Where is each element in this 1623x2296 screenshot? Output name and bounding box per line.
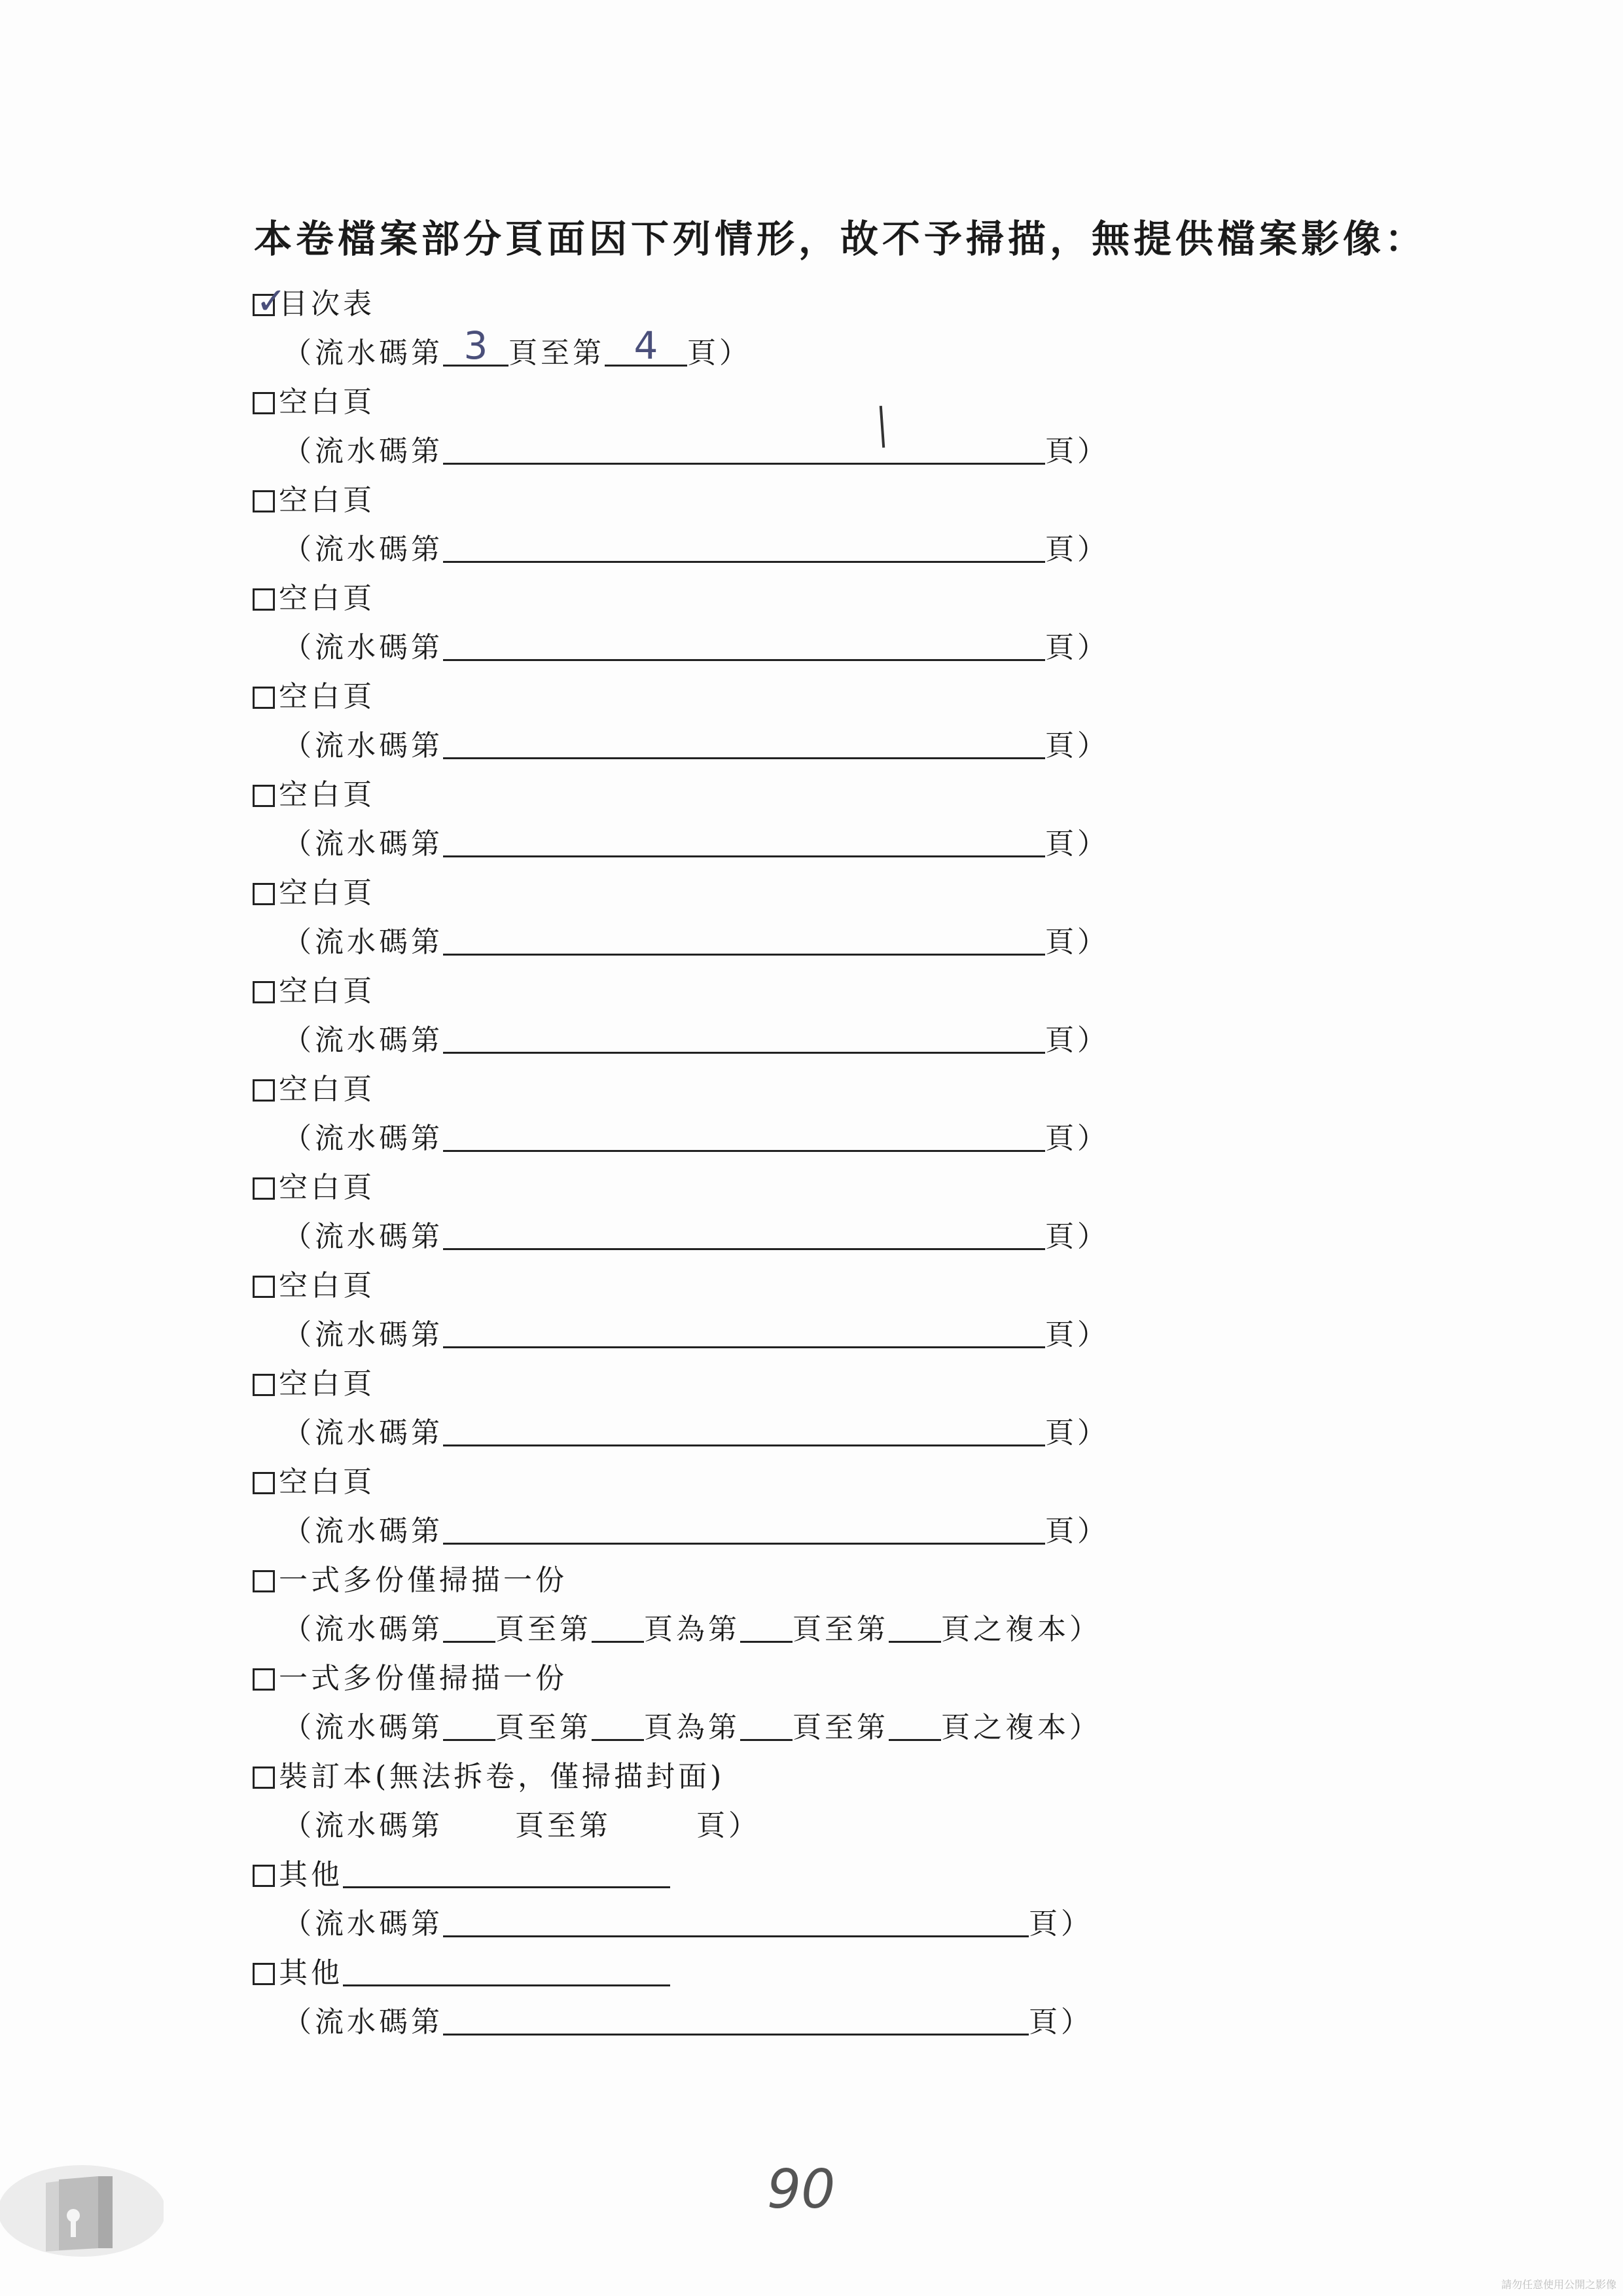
other-field[interactable] <box>343 1852 670 1888</box>
checkbox[interactable] <box>253 392 275 414</box>
serial-range: （流水碼第 頁） <box>0 723 1623 769</box>
field[interactable] <box>443 1607 495 1643</box>
archive-logo-icon <box>0 2153 164 2265</box>
serial-range: （流水碼第 頁） <box>0 429 1623 475</box>
checkbox[interactable] <box>253 1963 275 1985</box>
serial-range: （流水碼第 頁） <box>0 527 1623 573</box>
blank-page-option[interactable]: 空白頁 <box>0 1263 1623 1309</box>
field[interactable] <box>740 1607 793 1643</box>
serial-range: （流水碼第 頁） <box>0 1901 1623 1947</box>
serial-field[interactable] <box>443 429 1045 465</box>
other-field[interactable] <box>343 1950 670 1986</box>
serial-range: （流水碼第 頁） <box>0 1214 1623 1260</box>
serial-field[interactable] <box>443 723 1045 759</box>
toc-range: （流水碼第 3 頁至第 4 頁） <box>283 323 751 370</box>
serial-field[interactable] <box>443 821 1045 857</box>
checkbox[interactable] <box>253 785 275 807</box>
serial-range: （流水碼第 頁） <box>0 1509 1623 1554</box>
toc-to-field[interactable]: 4 <box>605 331 687 367</box>
toc-from-field[interactable]: 3 <box>443 331 508 367</box>
field[interactable] <box>889 1607 941 1643</box>
serial-range: （流水碼第 頁） <box>0 920 1623 965</box>
footer-note: 請勿任意使用公開之影像 <box>1501 2278 1616 2291</box>
field[interactable] <box>592 1705 644 1741</box>
serial-field[interactable] <box>443 625 1045 661</box>
checkbox[interactable] <box>253 588 275 611</box>
check-icon: ✓ <box>256 280 287 323</box>
bound-option[interactable]: 裝訂本(無法拆卷，僅掃描封面) <box>0 1754 1623 1800</box>
blank-page-option[interactable]: 空白頁 <box>0 1460 1623 1505</box>
serial-range: （流水碼第 頁） <box>0 1116 1623 1162</box>
serial-field[interactable] <box>443 1509 1045 1545</box>
checkbox[interactable] <box>253 1668 275 1691</box>
other-option[interactable]: 其他 <box>0 1852 1623 1898</box>
serial-field[interactable] <box>443 920 1045 956</box>
checkbox[interactable] <box>253 687 275 709</box>
blank-page-option[interactable]: 空白頁 <box>0 870 1623 916</box>
checkbox[interactable] <box>253 1472 275 1494</box>
serial-field[interactable] <box>443 1018 1045 1054</box>
checkbox[interactable] <box>253 1276 275 1298</box>
checkbox[interactable] <box>253 1374 275 1396</box>
serial-field[interactable] <box>443 2000 1029 2036</box>
checkbox[interactable] <box>253 490 275 512</box>
serial-field[interactable] <box>443 1901 1029 1937</box>
serial-field[interactable] <box>443 1214 1045 1250</box>
blank-page-option[interactable]: 空白頁 <box>0 1361 1623 1407</box>
blank-page-option[interactable]: 空白頁 <box>0 380 1623 425</box>
serial-range: （流水碼第 頁） <box>0 2000 1623 2045</box>
other-option[interactable]: 其他 <box>0 1950 1623 1996</box>
serial-field[interactable] <box>443 1410 1045 1446</box>
page-number: 90 <box>767 2159 836 2221</box>
field[interactable] <box>443 1705 495 1741</box>
blank-page-option[interactable]: 空白頁 <box>0 1165 1623 1211</box>
toc-label: 目次表 <box>279 287 375 321</box>
blank-page-option[interactable]: 空白頁 <box>0 969 1623 1014</box>
form-title: 本卷檔案部分頁面因下列情形，故不予掃描，無提供檔案影像： <box>254 217 1427 261</box>
serial-range: （流水碼第 頁） <box>0 1018 1623 1064</box>
blank-page-option[interactable]: 空白頁 <box>0 674 1623 720</box>
blank-page-option[interactable]: 空白頁 <box>0 576 1623 622</box>
toc-option[interactable] <box>0 281 1623 327</box>
checkbox[interactable] <box>253 883 275 905</box>
copy-range: （流水碼第 頁至第 頁為第 頁至第 頁之複本） <box>0 1705 1623 1751</box>
checkbox[interactable] <box>253 1570 275 1592</box>
checkbox[interactable] <box>253 1767 275 1789</box>
checkbox[interactable] <box>253 1865 275 1887</box>
toc-checkbox[interactable] <box>253 280 287 323</box>
blank-page-option[interactable]: 空白頁 <box>0 1067 1623 1113</box>
checkbox[interactable] <box>253 981 275 1003</box>
serial-range: （流水碼第 頁） <box>0 821 1623 867</box>
serial-range: （流水碼第 頁） <box>0 625 1623 671</box>
checkbox[interactable] <box>253 1079 275 1102</box>
copy-option[interactable]: 一式多份僅掃描一份 <box>0 1558 1623 1604</box>
copy-option[interactable]: 一式多份僅掃描一份 <box>0 1656 1623 1702</box>
blank-page-option[interactable]: 空白頁 <box>0 772 1623 818</box>
blank-page-option[interactable]: 空白頁 <box>0 478 1623 524</box>
serial-range: （流水碼第 頁） <box>0 1312 1623 1358</box>
serial-field[interactable] <box>443 527 1045 563</box>
copy-range: （流水碼第 頁至第 頁為第 頁至第 頁之複本） <box>0 1607 1623 1653</box>
field[interactable] <box>592 1607 644 1643</box>
serial-field[interactable] <box>443 1312 1045 1348</box>
serial-field[interactable] <box>443 1116 1045 1152</box>
field[interactable] <box>889 1705 941 1741</box>
checkbox[interactable] <box>253 1177 275 1200</box>
bound-range: （流水碼第 頁至第 頁） <box>283 1809 760 1842</box>
serial-range: （流水碼第 頁） <box>0 1410 1623 1456</box>
field[interactable] <box>740 1705 793 1741</box>
